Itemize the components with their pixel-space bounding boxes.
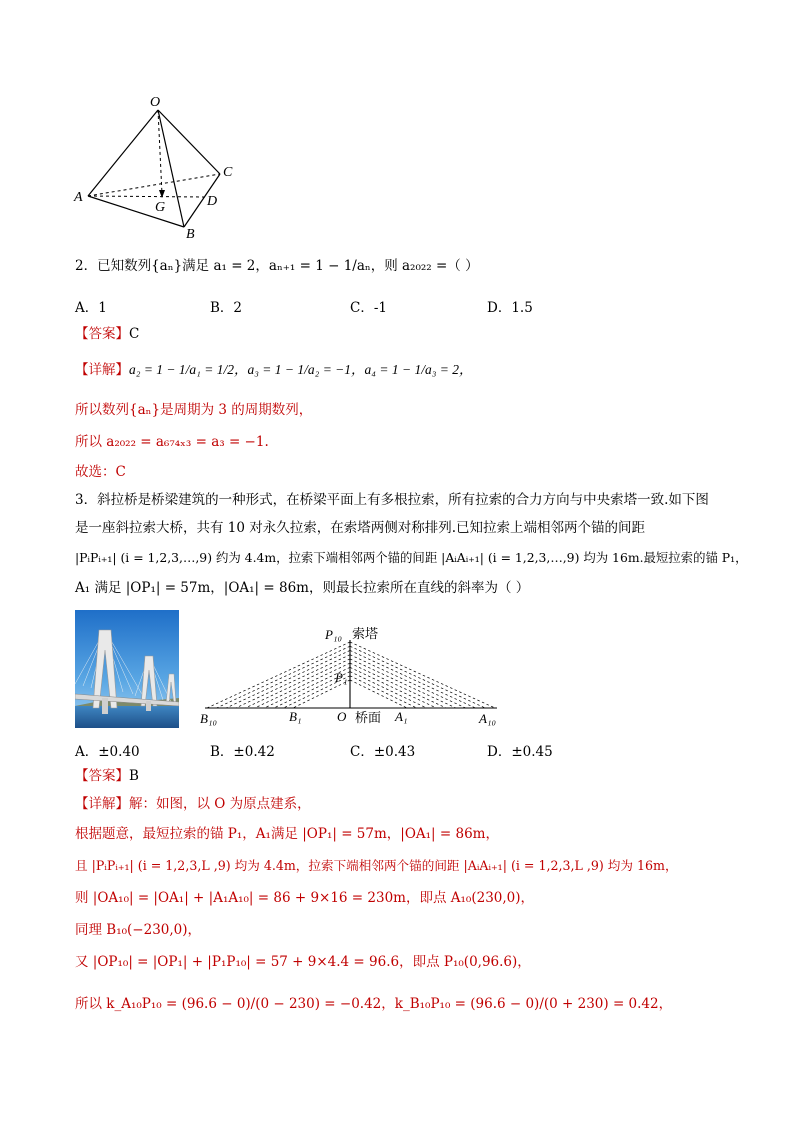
tetra-label-A: A	[74, 190, 83, 205]
q2-detail-1	[75, 360, 473, 380]
q3-detail-1	[75, 794, 311, 814]
tetra-label-B: B	[186, 227, 195, 240]
cable-right	[350, 646, 485, 708]
label-A10: A₁₀	[479, 711, 496, 726]
q3-answer-tag: 【答案】	[75, 768, 129, 784]
q3-detail-2: 根据题意，最短拉索的锚 P₁，A₁满足 |OP₁| = 57m，|OA₁| = 86m，	[75, 826, 499, 842]
q2-answer-tag: 【答案】	[75, 326, 129, 342]
q3-detail-3: 且 |PᵢPᵢ₊₁| (i = 1,2,3,L ,9) 均为 4.4m，拉索下端相邻两个锚的间距 |AᵢAᵢ₊₁| (i = 1,2,3,L ,9) 均为 16m，	[75, 858, 678, 873]
cable-right	[350, 663, 446, 708]
cable-right	[350, 655, 466, 708]
q3-detail-1-text: 解：如图，以 O 为原点建系，	[129, 796, 311, 812]
q3-detail-5: 同理 B₁₀(−230,0)，	[75, 922, 202, 938]
label-B10: B₁₀	[200, 711, 217, 726]
label-deck: 桥面	[355, 710, 382, 725]
q3-detail-6: 又 |OP₁₀| = |OP₁| + |P₁P₁₀| = 57 + 9×4.4 = 96.6，即点 P₁₀(0,96.6)，	[75, 954, 531, 970]
q3-answer-value: B	[129, 768, 139, 784]
q2-detail-2: 所以数列{aₙ}是周期为 3 的周期数列，	[75, 402, 313, 418]
cable-right	[350, 659, 456, 708]
q3-detail-tag: 【详解】	[75, 796, 129, 812]
q2-detail-tag: 【详解】	[75, 362, 129, 378]
label-tower: 索塔	[352, 626, 379, 641]
tetra-label-D: D	[207, 194, 218, 209]
q2-answer-value: C	[129, 326, 140, 342]
bridge-photo	[75, 610, 179, 728]
q3-option-a: A．±0.40	[75, 744, 140, 760]
q3-stem-4: A₁ 满足 |OP₁| = 57m，|OA₁| = 86m，则最长拉索所在直线的斜率为（ ）	[75, 580, 530, 596]
label-B1: B₁	[289, 709, 302, 724]
q3-option-d: D．±0.45	[487, 744, 553, 760]
q3-detail-4: 则 |OA₁₀| = |OA₁| + |A₁A₁₀| = 86 + 9×16 = 230m，即点 A₁₀(230,0)，	[75, 890, 535, 906]
label-A1: A₁	[395, 709, 408, 724]
label-O: O	[337, 709, 347, 724]
q2-option-b: B．2	[210, 300, 243, 316]
cable-left	[236, 655, 350, 708]
q3-answer	[75, 766, 139, 786]
q2-option-c: C．-1	[350, 300, 387, 316]
cable-right	[350, 642, 495, 708]
q2-answer	[75, 324, 139, 344]
cable-right	[350, 680, 407, 708]
label-P1: P₁	[335, 670, 348, 685]
tetra-label-G: G	[155, 200, 166, 215]
cable-left	[226, 650, 350, 708]
q3-stem-3: |PᵢPᵢ₊₁| (i = 1,2,3,…,9) 约为 4.4m，拉索下端相邻两个锚的间距 |AᵢAᵢ₊₁| (i = 1,2,3,…,9) 均为 16m.最短拉索的锚 P₁，	[75, 550, 748, 565]
q2-detail-1-text: a₂ = 1 − 1/a₁ = 1/2，a₃ = 1 − 1/a₂ = −1，a₄ = 1 − 1/a₃ = 2，	[129, 362, 473, 377]
q3-option-b: B．±0.42	[210, 744, 275, 760]
q2-stem: 2．已知数列{aₙ}满足 a₁ = 2，aₙ₊₁ = 1 − 1/aₙ，则 a₂₀₂₂ =（ ）	[75, 258, 479, 274]
label-P10: P₁₀	[325, 627, 342, 642]
q3-option-c: C．±0.43	[350, 744, 416, 760]
q3-stem-1: 3．斜拉桥是桥梁建筑的一种形式，在桥梁平面上有多根拉索，所有拉索的合力方向与中央索塔一致.如下图	[75, 492, 709, 508]
tetrahedron-figure	[66, 90, 246, 240]
tetra-label-C: C	[223, 165, 233, 180]
q2-detail-3: 所以 a₂₀₂₂ = a₆₇₄ₓ₃ = a₃ = −1.	[75, 434, 269, 450]
q2-option-a: A．1	[75, 300, 107, 316]
tetra-label-O: O	[150, 95, 161, 110]
bridge-diagram	[195, 620, 515, 732]
q3-stem-2: 是一座斜拉索大桥，共有 10 对永久拉索，在索塔两侧对称排列.已知拉索上端相邻两个锚的间距	[75, 520, 646, 536]
cable-left	[207, 642, 350, 708]
q3-detail-7: 所以 k_A₁₀P₁₀ = (96.6 − 0)/(0 − 230) = −0.42，k_B₁₀P₁₀ = (96.6 − 0)/(0 + 230) = 0.42，	[75, 996, 673, 1012]
q2-option-d: D．1.5	[487, 300, 533, 316]
cable-right	[350, 667, 436, 708]
q2-conclusion: 故选：C	[75, 464, 126, 480]
cable-right	[350, 650, 475, 708]
